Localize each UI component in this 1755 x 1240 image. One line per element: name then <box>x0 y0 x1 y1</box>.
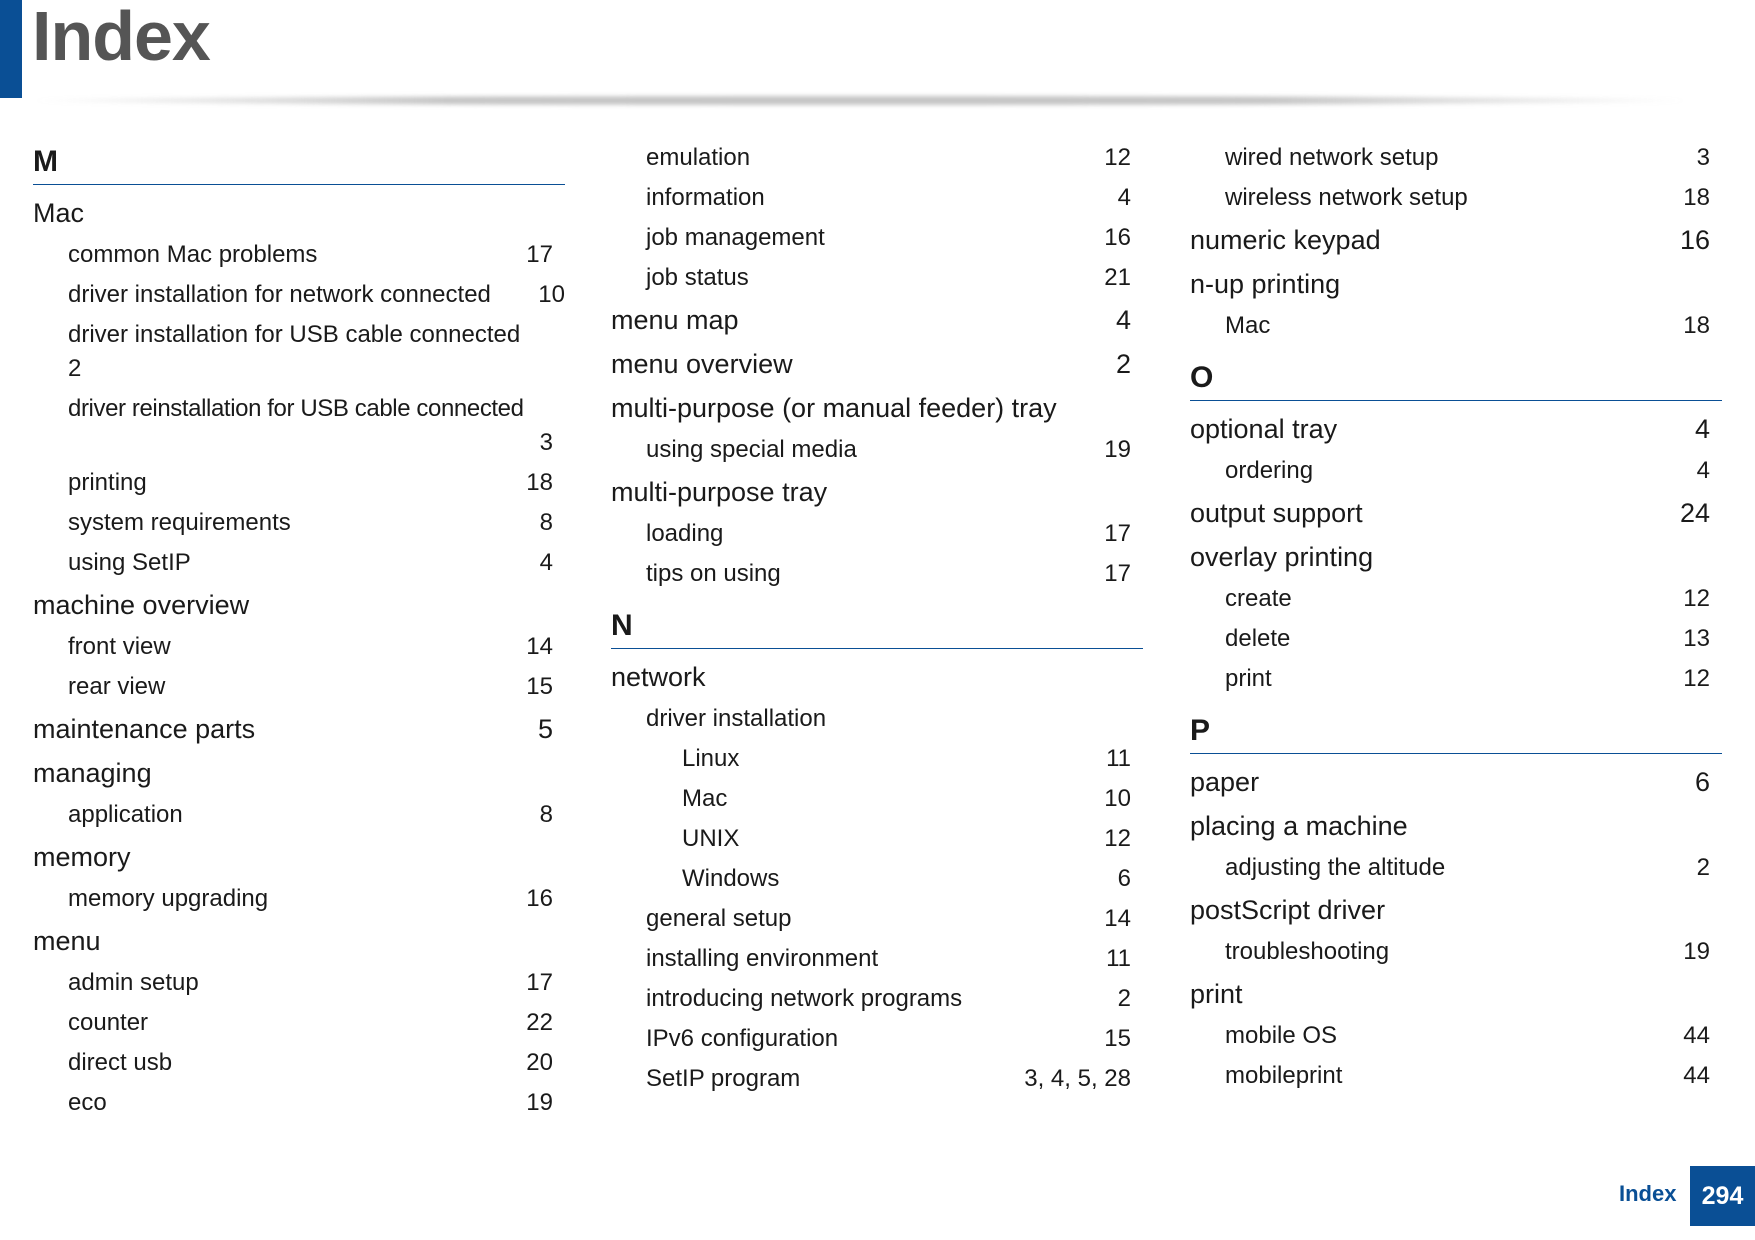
page-ref: 2 <box>1115 349 1131 379</box>
index-subentry[interactable]: troubleshooting 19 <box>1190 932 1722 972</box>
section-letter-m: M <box>33 140 565 185</box>
index-subentry[interactable]: print 12 <box>1190 659 1722 699</box>
index-entry[interactable]: numeric keypad 16 <box>1190 218 1722 262</box>
page-ref: 3 <box>1696 144 1710 171</box>
index-subsubentry[interactable]: Linux 11 <box>611 739 1143 779</box>
index-entry[interactable]: paper 6 <box>1190 760 1722 804</box>
index-entry[interactable]: managing <box>33 758 152 788</box>
page-ref: 44 <box>1683 1062 1710 1089</box>
index-entry[interactable]: menu overview 2 <box>611 342 1143 386</box>
footer-section-label: Index <box>1619 1181 1677 1206</box>
index-entry[interactable]: output support 24 <box>1190 491 1722 535</box>
page-ref: 2 <box>68 355 82 382</box>
index-subentry[interactable]: loading 17 <box>611 514 1143 554</box>
page-ref: 11 <box>1106 945 1131 972</box>
index-entry[interactable]: n-up printing <box>1190 269 1341 299</box>
index-column-1 <box>33 140 565 1123</box>
page-ref: 19 <box>1104 436 1131 463</box>
index-entry[interactable]: machine overview <box>33 590 250 620</box>
page-ref: 10 <box>538 281 565 308</box>
section-letter-n: N <box>611 604 1143 649</box>
index-subentry[interactable]: driver reinstallation for USB cable connected 3 <box>33 389 565 463</box>
page-ref: 12 <box>1104 825 1131 852</box>
index-subentry[interactable]: driver installation for USB cable connected 2 <box>33 315 565 389</box>
index-entry[interactable]: multi-purpose tray <box>611 477 828 507</box>
page-ref: 6 <box>1694 767 1710 797</box>
index-entry[interactable]: placing a machine <box>1190 811 1408 841</box>
page-ref: 18 <box>1683 184 1710 211</box>
index-subentry[interactable]: front view 14 <box>33 627 565 667</box>
index-subentry[interactable]: memory upgrading 16 <box>33 879 565 919</box>
index-column-2 <box>611 138 1143 1099</box>
index-subentry[interactable]: delete 13 <box>1190 619 1722 659</box>
index-entry[interactable]: maintenance parts 5 <box>33 707 565 751</box>
index-subentry[interactable]: Mac 18 <box>1190 306 1722 346</box>
index-entry[interactable]: menu map 4 <box>611 298 1143 342</box>
page-ref: 12 <box>1683 665 1710 692</box>
page-ref: 15 <box>526 673 553 700</box>
index-subentry[interactable]: job status 21 <box>611 258 1143 298</box>
page-ref: 20 <box>526 1049 553 1076</box>
page-ref: 14 <box>1104 905 1131 932</box>
page-ref: 19 <box>526 1089 553 1116</box>
index-subentry[interactable]: wireless network setup 18 <box>1190 178 1722 218</box>
index-subentry[interactable]: mobileprint 44 <box>1190 1056 1722 1096</box>
index-entry[interactable]: print <box>1190 979 1243 1009</box>
index-entry[interactable]: Mac <box>33 198 85 228</box>
page-ref: 10 <box>1104 785 1131 812</box>
page-ref: 11 <box>1106 745 1131 772</box>
page-ref: 8 <box>539 509 553 536</box>
page-ref: 17 <box>1104 560 1131 587</box>
index-subentry[interactable]: admin setup 17 <box>33 963 565 1003</box>
page-ref: 4 <box>1115 305 1131 335</box>
page-ref: 17 <box>526 969 553 996</box>
index-subsubentry[interactable]: Mac 10 <box>611 779 1143 819</box>
index-subentry[interactable]: IPv6 configuration 15 <box>611 1019 1143 1059</box>
index-subentry[interactable]: printing 18 <box>33 463 565 503</box>
index-subentry[interactable]: driver installation <box>646 705 827 732</box>
index-entry[interactable]: overlay printing <box>1190 542 1374 572</box>
page-ref: 14 <box>526 633 553 660</box>
page-ref: 16 <box>1679 225 1710 255</box>
index-subentry[interactable]: counter 22 <box>33 1003 565 1043</box>
page-ref: 44 <box>1683 1022 1710 1049</box>
page-ref: 4 <box>1694 414 1710 444</box>
page-ref: 8 <box>539 801 553 828</box>
index-subentry[interactable]: tips on using 17 <box>611 554 1143 594</box>
page-ref: 22 <box>526 1009 553 1036</box>
index-entry[interactable]: menu <box>33 926 101 956</box>
index-subentry[interactable]: using special media 19 <box>611 430 1143 470</box>
index-subentry[interactable]: general setup 14 <box>611 899 1143 939</box>
page-ref: 18 <box>1683 312 1710 339</box>
page-ref: 15 <box>1104 1025 1131 1052</box>
page-number-badge: 294 <box>1690 1166 1755 1226</box>
index-subentry[interactable]: rear view 15 <box>33 667 565 707</box>
page-ref: 12 <box>1683 585 1710 612</box>
page-ref: 18 <box>526 469 553 496</box>
page-ref: 2 <box>1117 985 1131 1012</box>
index-subentry[interactable]: installing environment 11 <box>611 939 1143 979</box>
page-ref: 24 <box>1679 498 1710 528</box>
page-ref: 21 <box>1104 264 1131 291</box>
page-ref: 16 <box>1104 224 1131 251</box>
index-entry[interactable]: optional tray 4 <box>1190 407 1722 451</box>
index-subentry[interactable]: SetIP program 3, 4, 5, 28 <box>611 1059 1143 1099</box>
index-subentry[interactable]: adjusting the altitude 2 <box>1190 848 1722 888</box>
page-ref: 16 <box>526 885 553 912</box>
index-entry[interactable]: multi-purpose (or manual feeder) tray <box>611 393 1057 423</box>
index-entry[interactable]: postScript driver <box>1190 895 1386 925</box>
index-subentry[interactable]: emulation 12 <box>611 138 1143 178</box>
index-subentry[interactable]: create 12 <box>1190 579 1722 619</box>
index-subentry[interactable]: ordering 4 <box>1190 451 1722 491</box>
page-ref: 17 <box>526 241 553 268</box>
section-letter-p: P <box>1190 709 1722 754</box>
page-ref: 5 <box>537 714 553 744</box>
index-subentry[interactable]: mobile OS 44 <box>1190 1016 1722 1056</box>
index-subentry[interactable]: application 8 <box>33 795 565 835</box>
page-ref: 12 <box>1104 144 1131 171</box>
index-subentry[interactable]: information 4 <box>611 178 1143 218</box>
index-subentry[interactable]: direct usb 20 <box>33 1043 565 1083</box>
index-subentry[interactable]: job management 16 <box>611 218 1143 258</box>
page-title: Index <box>32 0 210 75</box>
index-subentry[interactable]: driver installation for network connected 10 <box>33 275 565 315</box>
index-subsubentry[interactable]: UNIX 12 <box>611 819 1143 859</box>
section-letter-o: O <box>1190 356 1722 401</box>
page-ref: 17 <box>1104 520 1131 547</box>
page-ref: 2 <box>1696 854 1710 881</box>
page-ref: 19 <box>1683 938 1710 965</box>
index-column-3 <box>1190 138 1722 1096</box>
index-entry[interactable]: memory <box>33 842 131 872</box>
page-ref: 3 <box>539 429 553 456</box>
index-subentry[interactable]: common Mac problems 17 <box>33 235 565 275</box>
index-subentry[interactable]: eco 19 <box>33 1083 565 1123</box>
page-ref: 6 <box>1117 865 1131 892</box>
title-accent-bar <box>0 0 22 98</box>
index-subentry[interactable]: introducing network programs 2 <box>611 979 1143 1019</box>
page-ref: 13 <box>1683 625 1710 652</box>
index-subsubentry[interactable]: Windows 6 <box>611 859 1143 899</box>
index-subentry[interactable]: system requirements 8 <box>33 503 565 543</box>
index-entry[interactable]: network <box>611 662 706 692</box>
page-ref: 4 <box>539 549 553 576</box>
index-subentry[interactable]: wired network setup 3 <box>1190 138 1722 178</box>
title-divider <box>30 96 1690 105</box>
page-ref: 4 <box>1696 457 1710 484</box>
page-ref: 3, 4, 5, 28 <box>1024 1065 1131 1092</box>
index-subentry[interactable]: using SetIP 4 <box>33 543 565 583</box>
page-ref: 4 <box>1117 184 1131 211</box>
